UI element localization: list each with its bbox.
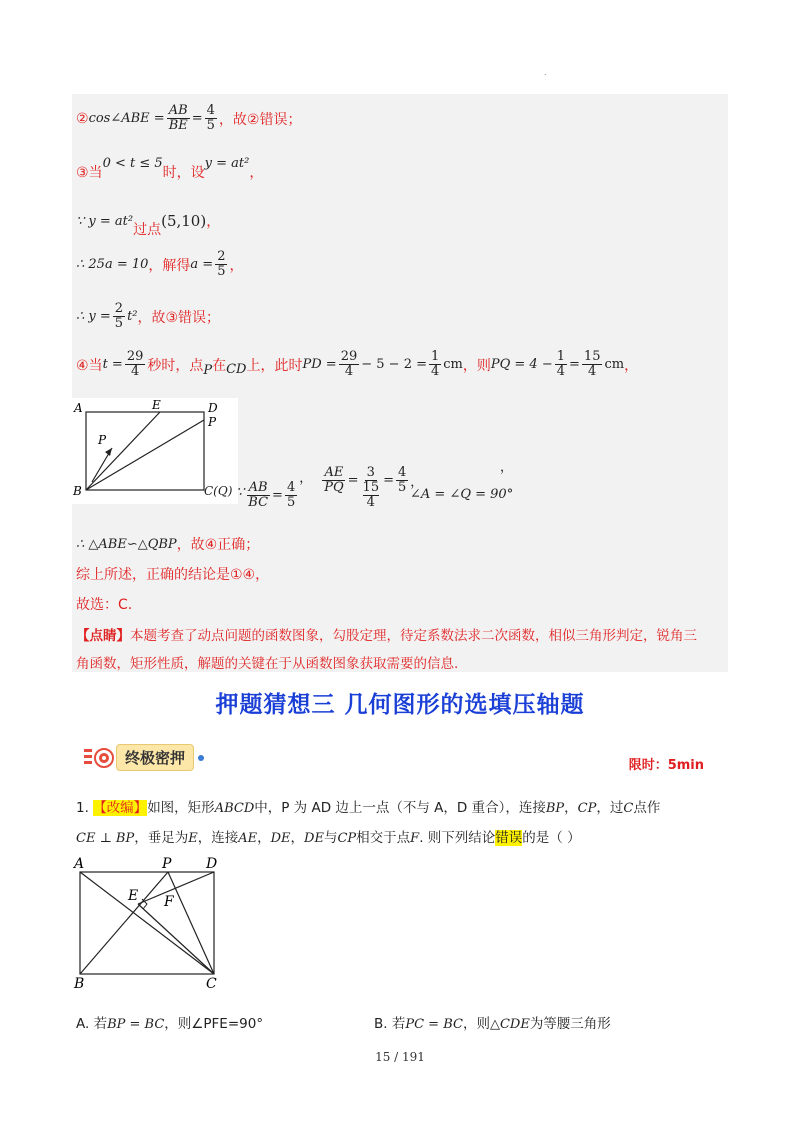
label-b: B — [73, 484, 82, 498]
segment-de-q — [138, 872, 214, 904]
cos-expression: cos∠ABE = — [88, 111, 165, 126]
label-a-q: A — [74, 856, 85, 872]
comment-tag: 【点睛】 — [76, 628, 130, 644]
solution-line-case4: ④当 t = $\frac{29}{4}$ 秒时，点 P 在 CD 上，此时 PD = $\frac{29}{4}$ − 5 − 2 = $\frac{1}{4}$ cm ，则 PQ = 4 − $\frac{1}{4}$ = $\frac{15}{4}$ cm ， — [76, 349, 639, 379]
label-c-q: C — [206, 976, 217, 992]
badge-label: 终极密押 — [116, 744, 194, 771]
label-f-q: F — [164, 894, 174, 910]
label-b-q: B — [74, 976, 85, 992]
final-prediction-badge — [82, 744, 204, 771]
page-mark: . — [544, 68, 547, 77]
segment-ce-q — [138, 904, 214, 974]
question-number: 1. — [76, 800, 89, 816]
label-c-q: C(Q) — [204, 484, 233, 498]
figure-rectangle-question — [70, 852, 230, 992]
solution-summary: 综上所述，正确的结论是①④， — [76, 567, 270, 583]
solution-comment: 【点睛】本题考查了动点问题的函数图象，勾股定理，待定系数法求二次函数，相似三角形判定，锐角三 角函数，矩形性质，解题的关键在于从函数图象获取需要的信息. — [76, 628, 697, 672]
fraction-ab-be: $\frac{AB}{BE}$ — [168, 103, 188, 133]
solution-line-similar: ∴ △ABE∽△QBP ，故④正确； — [76, 536, 260, 553]
question-line-2: CE ⊥ BP，垂足为E，连接AE，DE，DE与CP相交于点F. 则下列结论错误的是（ ） — [76, 830, 581, 846]
question-tag: 【改编】 — [93, 800, 148, 816]
label-e: E — [152, 398, 161, 412]
option-b[interactable]: B. 若PC = BC，则△CDE为等腰三角形 — [374, 1016, 611, 1032]
solution-line-function: ∴ y = $\frac{2}{5}$ t² ，故③错误； — [76, 301, 221, 331]
solution-line-case3: ③当 0 < t ≤ 5 时，设 y = at² ， — [76, 155, 264, 181]
label-p-right: P — [208, 415, 217, 429]
solution-line-passes: ∵ y = at² 过点 (5,10) ， — [76, 212, 221, 238]
option-a[interactable]: A. 若BP = BC，则∠PFE=90° — [76, 1016, 264, 1032]
section-title: 押题猜想三 几何图形的选填压轴题 — [215, 692, 585, 718]
highlight-wrong: 错误 — [495, 830, 523, 846]
solution-answer: 故选：C. — [76, 597, 133, 613]
label-a: A — [74, 401, 83, 415]
label-p-q: P — [162, 856, 172, 872]
label-d: D — [208, 401, 218, 415]
segment-cp-q — [168, 872, 214, 974]
badge-dot — [198, 755, 204, 761]
label-p-arrow: P — [98, 433, 107, 447]
time-limit: 限时：5min — [628, 758, 704, 773]
segment-bp-q — [80, 872, 168, 974]
step-marker: ② — [76, 110, 89, 127]
page-number: 15 / 191 — [375, 1050, 425, 1064]
question-line-1: 1. 【改编】如图，矩形ABCD中，P 为 AD 边上一点（不与 A，D 重合），连接BP，CP，过C点作 — [76, 800, 661, 816]
segment-ac-q — [80, 872, 214, 974]
label-d-q: D — [206, 856, 218, 872]
fraction-4-5: $\frac{4}{5}$ — [206, 103, 215, 133]
solution-line-cos: ② cos∠ABE = $\frac{AB}{BE}$ = $\frac{4}{5}$ ，故②错误； — [76, 103, 302, 133]
angle-equality: ∠A = ∠Q = 90° — [410, 487, 514, 502]
solution-line-solve: ∴ 25a = 10 ，解得 a = $\frac{2}{5}$ ， — [76, 249, 244, 279]
label-e-q: E — [128, 888, 139, 904]
target-icon — [82, 745, 116, 771]
solution-line-ratios: ∵ $\frac{AB}{BC}$ = $\frac{4}{5}$ ， $\frac{AE}{PQ}$ = 3 15 4 = $\frac{4}{5}$ ， — [236, 464, 424, 510]
